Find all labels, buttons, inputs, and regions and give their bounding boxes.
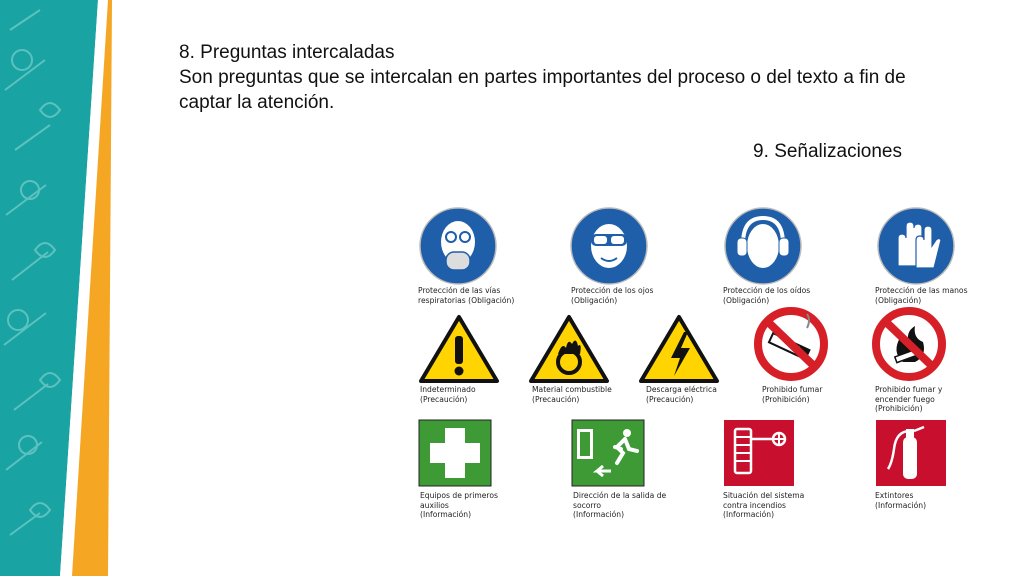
fire-extinguisher-icon bbox=[875, 419, 947, 487]
caption-auxilios: Equipos de primeros auxilios (Información) bbox=[420, 491, 498, 519]
section-8-heading bbox=[179, 40, 919, 65]
caption-oidos: Protección de los oídos (Obligación) bbox=[723, 286, 811, 305]
electric-warning-icon bbox=[638, 314, 720, 384]
section-9-heading bbox=[753, 141, 902, 163]
section-8-body: Son preguntas que se intercalan en partes importantes del proceso o del texto a fin de captar la atención. bbox=[179, 67, 906, 113]
text-block bbox=[179, 40, 919, 115]
decorative-side-band bbox=[0, 0, 120, 576]
gloves-icon bbox=[876, 206, 956, 286]
caption-manos: Protección de las manos (Obligación) bbox=[875, 286, 968, 305]
fire-hose-icon bbox=[723, 419, 795, 487]
section-9-number: 9. bbox=[753, 141, 769, 162]
first-aid-icon bbox=[418, 419, 492, 487]
caption-vias: Protección de las vías respiratorias (Obligación) bbox=[418, 286, 515, 305]
caption-combustible: Material combustible (Precaución) bbox=[532, 385, 612, 404]
respirator-icon bbox=[418, 206, 498, 286]
oxidizer-warning-icon bbox=[528, 314, 610, 384]
caption-fumar: Prohibido fumar (Prohibición) bbox=[762, 385, 823, 404]
caption-extintores: Extintores (Información) bbox=[875, 491, 927, 510]
goggles-icon bbox=[569, 206, 649, 286]
caption-ojos: Protección de los ojos (Obligación) bbox=[571, 286, 654, 305]
exclamation-warning-icon bbox=[418, 314, 500, 384]
ear-protection-icon bbox=[723, 206, 803, 286]
no-open-flame-icon bbox=[867, 306, 951, 382]
caption-indeterminado: Indeterminado (Precaución) bbox=[420, 385, 476, 404]
caption-fuego: Prohibido fumar y encender fuego (Prohibición) bbox=[875, 385, 943, 413]
section-8-number: 8. bbox=[179, 42, 195, 63]
section-9-title: Señalizaciones bbox=[774, 141, 902, 162]
caption-salida: Dirección de la salida de socorro (Información) bbox=[573, 491, 667, 519]
caption-incendios: Situación del sistema contra incendios (Información) bbox=[723, 491, 805, 519]
safety-signs-figure bbox=[410, 188, 1010, 528]
caption-electrica: Descarga eléctrica (Precaución) bbox=[646, 385, 717, 404]
no-smoking-icon bbox=[749, 306, 833, 382]
emergency-exit-icon bbox=[571, 419, 645, 487]
section-8-title: Preguntas intercaladas bbox=[200, 42, 395, 63]
